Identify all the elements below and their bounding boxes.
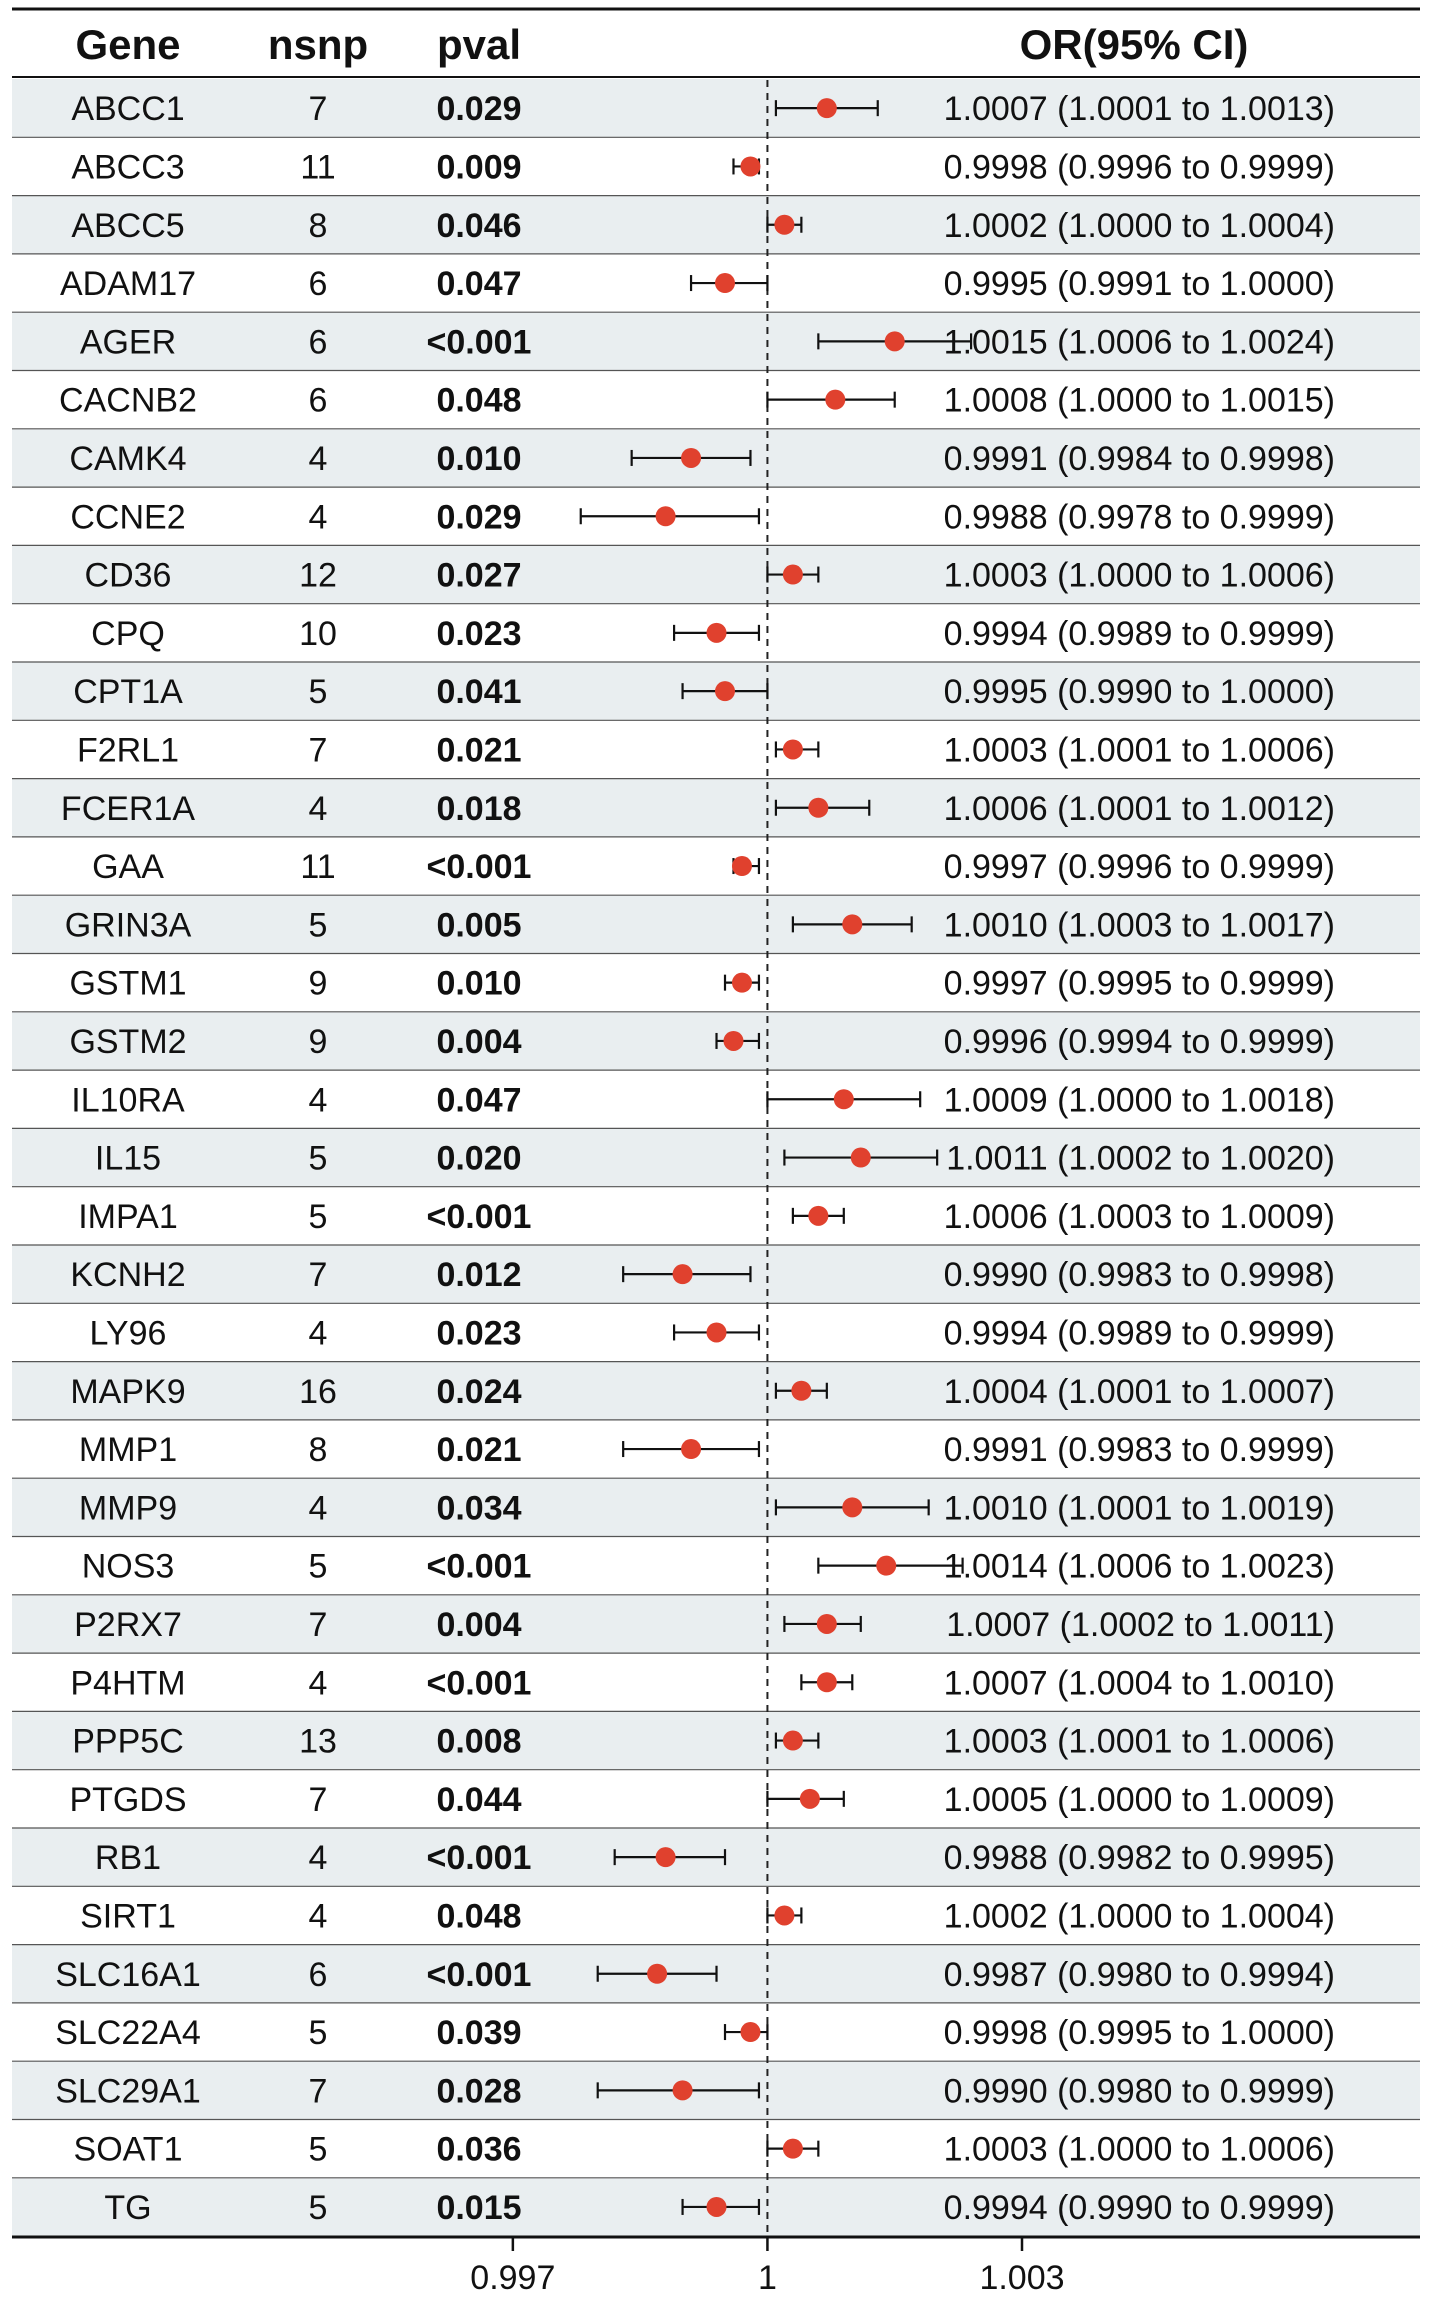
- or-ci-value: 1.0002 (1.0000 to 1.0004): [943, 206, 1335, 245]
- nsnp-value: 7: [308, 2072, 328, 2111]
- pval-value: 0.012: [436, 1256, 522, 1295]
- or-point: [774, 215, 794, 235]
- pval-value: 0.044: [436, 1780, 522, 1819]
- or-ci-value: 1.0003 (1.0001 to 1.0006): [943, 1722, 1335, 1761]
- nsnp-value: 5: [308, 2014, 328, 2053]
- gene-label: CACNB2: [59, 381, 197, 420]
- gene-label: IMPA1: [78, 1197, 178, 1236]
- gene-label: TG: [104, 2188, 152, 2227]
- pval-value: 0.027: [436, 556, 522, 595]
- header-nsnp: nsnp: [267, 21, 369, 68]
- nsnp-value: 4: [308, 439, 328, 478]
- or-ci-value: 0.9991 (0.9984 to 0.9998): [943, 439, 1335, 478]
- or-point: [783, 565, 803, 585]
- or-point: [783, 2139, 803, 2159]
- nsnp-value: 7: [308, 1605, 328, 1644]
- or-point: [715, 681, 735, 701]
- nsnp-value: 13: [299, 1722, 337, 1761]
- header-or-ci: OR(95% CI): [1019, 21, 1249, 68]
- pval-value: 0.047: [436, 265, 522, 304]
- pval-value: 0.010: [436, 964, 522, 1003]
- gene-label: MMP1: [78, 1431, 178, 1470]
- or-ci-value: 1.0005 (1.0000 to 1.0009): [943, 1780, 1335, 1819]
- pval-value: 0.021: [436, 731, 522, 770]
- gene-label: KCNH2: [70, 1256, 186, 1295]
- gene-label: IL10RA: [71, 1081, 185, 1120]
- or-point: [673, 1264, 693, 1284]
- or-point: [842, 1497, 862, 1517]
- gene-label: AGER: [79, 323, 177, 362]
- or-point: [707, 1322, 727, 1342]
- gene-label: SLC22A4: [55, 2014, 201, 2053]
- or-point: [783, 739, 803, 759]
- pval-value: 0.018: [436, 789, 522, 828]
- or-point: [740, 2022, 760, 2042]
- or-ci-value: 1.0007 (1.0001 to 1.0013): [943, 90, 1335, 129]
- or-point: [732, 856, 752, 876]
- pval-value: <0.001: [426, 1197, 532, 1236]
- gene-label: LY96: [89, 1314, 167, 1353]
- or-ci-value: 0.9991 (0.9983 to 0.9999): [943, 1431, 1335, 1470]
- nsnp-value: 4: [308, 1897, 328, 1936]
- or-point: [707, 2197, 727, 2217]
- nsnp-value: 7: [308, 1780, 328, 1819]
- or-ci-value: 1.0015 (1.0006 to 1.0024): [943, 323, 1335, 362]
- nsnp-value: 6: [308, 323, 328, 362]
- pval-value: <0.001: [426, 1955, 532, 1994]
- or-point: [791, 1381, 811, 1401]
- or-point: [825, 390, 845, 410]
- pval-value: 0.021: [436, 1431, 522, 1470]
- nsnp-value: 4: [308, 498, 328, 537]
- or-point: [656, 506, 676, 526]
- nsnp-value: 6: [308, 265, 328, 304]
- or-point: [707, 623, 727, 643]
- or-point: [681, 448, 701, 468]
- or-point: [808, 798, 828, 818]
- nsnp-value: 9: [308, 1022, 328, 1061]
- or-ci-value: 0.9994 (0.9989 to 0.9999): [943, 614, 1335, 653]
- nsnp-value: 5: [308, 2130, 328, 2169]
- nsnp-value: 12: [299, 556, 337, 595]
- pval-value: 0.029: [436, 498, 522, 537]
- gene-label: RB1: [94, 1839, 162, 1878]
- gene-label: CPQ: [91, 614, 165, 653]
- header-gene: Gene: [75, 21, 181, 68]
- pval-value: <0.001: [426, 848, 532, 887]
- or-point: [715, 273, 735, 293]
- gene-label: GRIN3A: [64, 906, 192, 945]
- nsnp-value: 8: [308, 1431, 328, 1470]
- or-point: [647, 1964, 667, 1984]
- or-ci-value: 1.0006 (1.0003 to 1.0009): [943, 1197, 1335, 1236]
- or-ci-value: 0.9990 (0.9980 to 0.9999): [943, 2072, 1335, 2111]
- or-point: [842, 914, 862, 934]
- pval-value: 0.023: [436, 1314, 522, 1353]
- pval-value: <0.001: [426, 1547, 532, 1586]
- or-point: [723, 1031, 743, 1051]
- gene-label: MAPK9: [70, 1372, 186, 1411]
- or-point: [876, 1556, 896, 1576]
- pval-value: 0.023: [436, 614, 522, 653]
- pval-value: 0.004: [436, 1022, 522, 1061]
- gene-label: FCER1A: [60, 789, 196, 828]
- nsnp-value: 5: [308, 673, 328, 712]
- nsnp-value: 11: [300, 848, 336, 887]
- or-ci-value: 0.9995 (0.9991 to 1.0000): [943, 265, 1335, 304]
- or-ci-value: 0.9995 (0.9990 to 1.0000): [943, 673, 1335, 712]
- pval-value: 0.041: [436, 673, 522, 712]
- pval-value: 0.005: [436, 906, 522, 945]
- gene-label: SLC29A1: [55, 2072, 201, 2111]
- gene-label: NOS3: [81, 1547, 175, 1586]
- gene-label: P4HTM: [70, 1664, 186, 1703]
- or-ci-value: 0.9994 (0.9990 to 0.9999): [943, 2188, 1335, 2227]
- or-point: [817, 98, 837, 118]
- nsnp-value: 16: [299, 1372, 337, 1411]
- nsnp-value: 5: [308, 906, 328, 945]
- nsnp-value: 6: [308, 381, 328, 420]
- gene-label: CCNE2: [70, 498, 186, 537]
- nsnp-value: 9: [308, 964, 328, 1003]
- or-ci-value: 1.0003 (1.0001 to 1.0006): [943, 731, 1335, 770]
- or-ci-value: 0.9987 (0.9980 to 0.9994): [943, 1955, 1335, 1994]
- pval-value: 0.010: [436, 439, 522, 478]
- or-point: [656, 1847, 676, 1867]
- x-tick-label: 1: [757, 2259, 777, 2297]
- or-ci-value: 1.0010 (1.0001 to 1.0019): [943, 1489, 1335, 1528]
- gene-label: SLC16A1: [55, 1955, 201, 1994]
- gene-label: PPP5C: [72, 1722, 184, 1761]
- pval-value: <0.001: [426, 1664, 532, 1703]
- pval-value: 0.029: [436, 90, 522, 129]
- pval-value: 0.047: [436, 1081, 522, 1120]
- or-ci-value: 0.9998 (0.9996 to 0.9999): [943, 148, 1335, 187]
- gene-label: PTGDS: [69, 1780, 187, 1819]
- or-ci-value: 1.0003 (1.0000 to 1.0006): [943, 556, 1335, 595]
- or-point: [783, 1731, 803, 1751]
- or-point: [673, 2080, 693, 2100]
- or-point: [834, 1089, 854, 1109]
- nsnp-value: 4: [308, 1081, 328, 1120]
- gene-label: ABCC1: [71, 90, 185, 129]
- gene-label: ABCC3: [71, 148, 185, 187]
- or-ci-value: 1.0014 (1.0006 to 1.0023): [943, 1547, 1335, 1586]
- nsnp-value: 5: [308, 2188, 328, 2227]
- or-ci-value: 0.9990 (0.9983 to 0.9998): [943, 1256, 1335, 1295]
- x-axis: [470, 2237, 1064, 2297]
- pval-value: 0.009: [436, 148, 522, 187]
- gene-label: P2RX7: [74, 1605, 182, 1644]
- gene-label: ABCC5: [71, 206, 185, 245]
- or-point: [681, 1439, 701, 1459]
- nsnp-value: 4: [308, 1664, 328, 1703]
- pval-value: 0.004: [436, 1605, 522, 1644]
- or-point: [851, 1148, 871, 1168]
- nsnp-value: 5: [308, 1547, 328, 1586]
- nsnp-value: 7: [308, 90, 328, 129]
- gene-label: SIRT1: [80, 1897, 176, 1936]
- pval-value: <0.001: [426, 1839, 532, 1878]
- pval-value: 0.046: [436, 206, 522, 245]
- nsnp-value: 11: [300, 148, 336, 187]
- gene-label: IL15: [94, 1139, 162, 1178]
- nsnp-value: 4: [308, 1489, 328, 1528]
- or-ci-value: 1.0007 (1.0002 to 1.0011): [946, 1605, 1335, 1644]
- nsnp-value: 5: [308, 1197, 328, 1236]
- or-point: [817, 1614, 837, 1634]
- or-point: [774, 1905, 794, 1925]
- header-pval: pval: [436, 21, 522, 68]
- or-point: [800, 1789, 820, 1809]
- nsnp-value: 7: [308, 731, 328, 770]
- or-ci-value: 1.0004 (1.0001 to 1.0007): [943, 1372, 1335, 1411]
- or-ci-value: 0.9997 (0.9995 to 0.9999): [943, 964, 1335, 1003]
- nsnp-value: 6: [308, 1955, 328, 1994]
- pval-value: 0.048: [436, 1897, 522, 1936]
- or-ci-value: 0.9988 (0.9982 to 0.9995): [943, 1839, 1335, 1878]
- gene-label: GSTM2: [69, 1022, 187, 1061]
- nsnp-value: 10: [299, 614, 337, 653]
- nsnp-value: 4: [308, 1839, 328, 1878]
- or-ci-value: 0.9997 (0.9996 to 0.9999): [943, 848, 1335, 887]
- or-point: [885, 331, 905, 351]
- gene-label: F2RL1: [76, 731, 180, 770]
- pval-value: 0.024: [436, 1372, 522, 1411]
- gene-label: GAA: [92, 848, 164, 887]
- nsnp-value: 4: [308, 1314, 328, 1353]
- or-ci-value: 0.9996 (0.9994 to 0.9999): [943, 1022, 1335, 1061]
- nsnp-value: 4: [308, 789, 328, 828]
- gene-label: CPT1A: [73, 673, 183, 712]
- or-ci-value: 1.0006 (1.0001 to 1.0012): [943, 789, 1335, 828]
- pval-value: 0.048: [436, 381, 522, 420]
- gene-label: SOAT1: [73, 2130, 183, 2169]
- pval-value: 0.028: [436, 2072, 522, 2111]
- or-ci-value: 1.0007 (1.0004 to 1.0010): [943, 1664, 1335, 1703]
- x-tick-label: 0.997: [470, 2259, 556, 2297]
- or-ci-value: 1.0011 (1.0002 to 1.0020): [946, 1139, 1335, 1178]
- nsnp-value: 5: [308, 1139, 328, 1178]
- or-ci-value: 0.9998 (0.9995 to 1.0000): [943, 2014, 1335, 2053]
- or-point: [732, 973, 752, 993]
- or-ci-value: 1.0003 (1.0000 to 1.0006): [943, 2130, 1335, 2169]
- or-ci-value: 1.0009 (1.0000 to 1.0018): [943, 1081, 1335, 1120]
- pval-value: <0.001: [426, 323, 532, 362]
- column-headers: [75, 21, 1248, 68]
- gene-label: CD36: [84, 556, 172, 595]
- pval-value: 0.039: [436, 2014, 522, 2053]
- or-ci-value: 0.9994 (0.9989 to 0.9999): [943, 1314, 1335, 1353]
- or-ci-value: 1.0010 (1.0003 to 1.0017): [943, 906, 1335, 945]
- or-point: [740, 156, 760, 176]
- or-ci-value: 0.9988 (0.9978 to 0.9999): [943, 498, 1335, 537]
- or-ci-value: 1.0008 (1.0000 to 1.0015): [943, 381, 1335, 420]
- pval-value: 0.008: [436, 1722, 522, 1761]
- nsnp-value: 8: [308, 206, 328, 245]
- or-point: [808, 1206, 828, 1226]
- nsnp-value: 7: [308, 1256, 328, 1295]
- pval-value: 0.020: [436, 1139, 522, 1178]
- or-point: [817, 1672, 837, 1692]
- or-ci-value: 1.0002 (1.0000 to 1.0004): [943, 1897, 1335, 1936]
- gene-label: MMP9: [78, 1489, 178, 1528]
- gene-label: CAMK4: [69, 439, 187, 478]
- x-tick-label: 1.003: [979, 2259, 1065, 2297]
- pval-value: 0.036: [436, 2130, 522, 2169]
- pval-value: 0.034: [436, 1489, 522, 1528]
- gene-label: ADAM17: [59, 265, 197, 304]
- pval-value: 0.015: [436, 2188, 522, 2227]
- gene-label: GSTM1: [69, 964, 187, 1003]
